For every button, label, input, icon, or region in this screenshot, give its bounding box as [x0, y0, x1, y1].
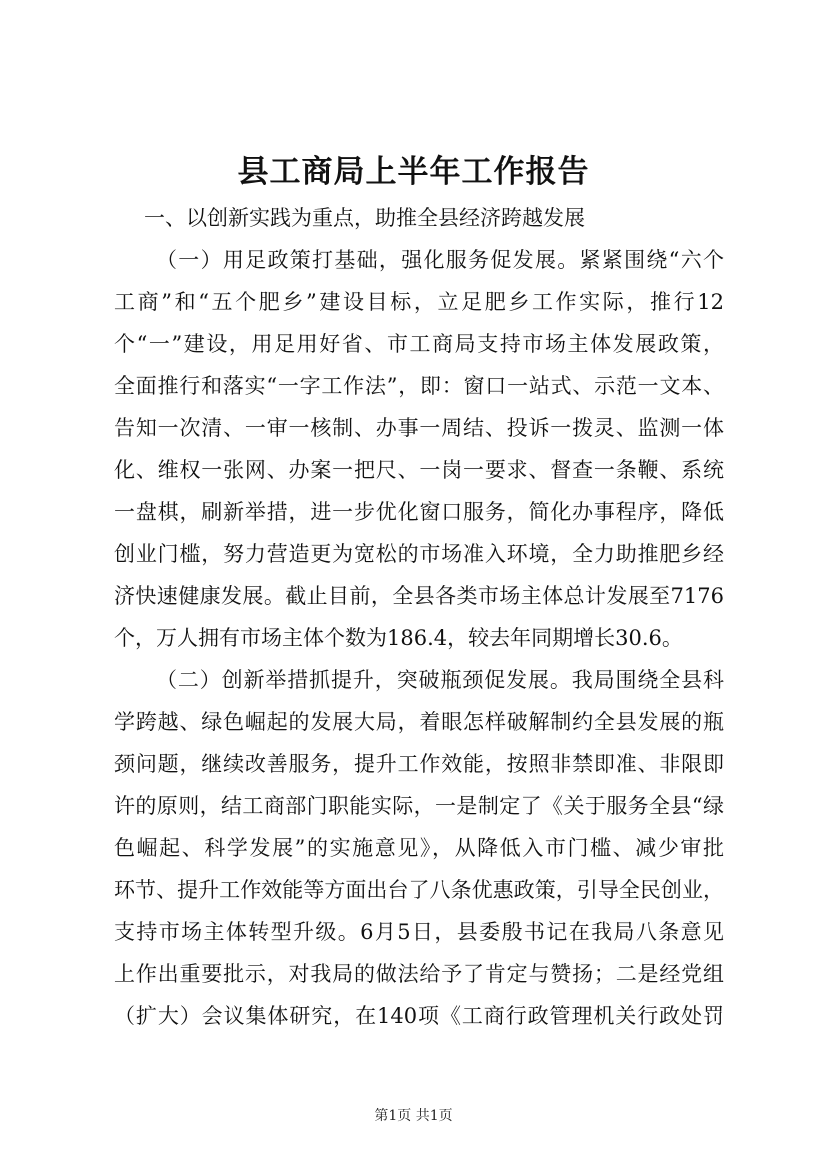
paragraph-line: 创业门槛，努力营造更为宽松的市场准入环境，全力助推肥乡经: [114, 542, 724, 566]
paragraph-line: 颈问题，继续改善服务，提升工作效能，按照非禁即准、非限即: [114, 752, 724, 776]
paragraph-line: 工商”和“五个肥乡”建设目标，立足肥乡工作实际，推行12: [114, 290, 724, 314]
paragraph-line: 告知一次清、一审一核制、办事一周结、投诉一拨灵、监测一体: [114, 416, 724, 440]
document-title: 县工商局上半年工作报告: [237, 154, 590, 190]
paragraph-line: 上作出重要批示，对我局的做法给予了肯定与赞扬；二是经党组: [114, 962, 724, 986]
paragraph-line: 化、维权一张网、办案一把尺、一岗一要求、督查一条鞭、系统: [114, 458, 724, 482]
paragraph-line: 全面推行和落实“一字工作法”，即：窗口一站式、示范一文本、: [114, 374, 724, 398]
page-footer: 第1页 共1页: [374, 1108, 453, 1124]
paragraph-line: 个，万人拥有市场主体个数为186.4，较去年同期增长30.6。: [114, 626, 683, 650]
section-heading: 一、以创新实践为重点，助推全县经济跨越发展: [144, 206, 585, 230]
paragraph-line: （二）创新举措抓提升，突破瓶颈促发展。我局围绕全县科: [156, 668, 724, 692]
paragraph-line: 支持市场主体转型升级。6月5日，县委殷书记在我局八条意见: [114, 920, 724, 944]
paragraph-line: 许的原则，结工商部门职能实际，一是制定了《关于服务全县“绿: [114, 794, 724, 818]
paragraph-line: 学跨越、绿色崛起的发展大局，着眼怎样破解制约全县发展的瓶: [114, 710, 724, 734]
paragraph-line: （一）用足政策打基础，强化服务促发展。紧紧围绕“六个: [156, 248, 724, 272]
paragraph-line: （扩大）会议集体研究，在140项《工商行政管理机关行政处罚: [114, 1004, 724, 1028]
paragraph-line: 环节、提升工作效能等方面出台了八条优惠政策，引导全民创业，: [114, 878, 724, 902]
paragraph-line: 色崛起、科学发展”的实施意见》，从降低入市门槛、减少审批: [114, 836, 724, 860]
paragraph-line: 个“一”建设，用足用好省、市工商局支持市场主体发展政策，: [114, 332, 724, 356]
document-body: [114, 197, 724, 1037]
paragraph-line: 一盘棋，刷新举措，进一步优化窗口服务，简化办事程序，降低: [114, 500, 724, 524]
paragraph-line: 济快速健康发展。截止目前，全县各类市场主体总计发展至7176: [114, 584, 724, 608]
